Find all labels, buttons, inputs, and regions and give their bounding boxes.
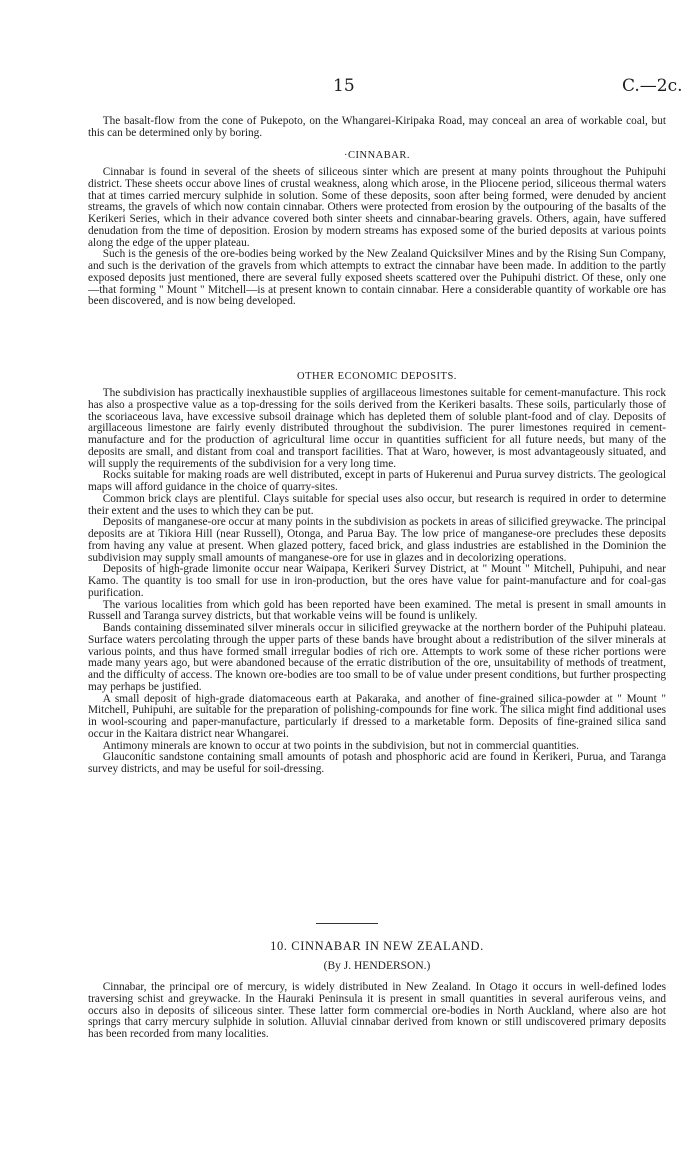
deposits-paragraph-silver: Bands containing disseminated silver minerals occur in silicified greywacke at the northern border of the Puhipuhi plateau. Surface waters percolating through the upper parts of these bands have brought about a redistribution of the silver minerals at various points, and thus have formed small irregular bodies of rich ore. Attempts to work some of these richer portions were made many years ago, but were abandoned because of the erratic distribution of the ore, unsuitability of methods of treatment, and the difficulty of access. The known ore-bodies are too small to be of value under present conditions, but further prospecting may perhaps be justified. [88, 622, 666, 693]
page-number: 15 [333, 76, 355, 96]
deposits-paragraph-limonite: Deposits of high-grade limonite occur near Waipapa, Kerikeri Survey District, at " Mount " Mitchell, Puhipuhi, and near Kamo. The quantity is too small for use in iron-production, but the ores have value for paint-manufacture and for coal-gas purification. [88, 563, 666, 599]
article-title: 10. CINNABAR IN NEW ZEALAND. [270, 939, 484, 953]
cinnabar-section [88, 167, 666, 308]
intro-paragraph: The basalt-flow from the cone of Pukepoto, on the Whangarei-Kiripaka Road, may conceal an area of workable coal, but this can be determined only by boring. [88, 115, 666, 139]
deposits-paragraph-roads: Rocks suitable for making roads are well distributed, except in parts of Hukerenui and Purua survey districts. The geological maps will afford guidance in the choice of quarry-sites. [88, 469, 666, 493]
deposits-paragraph-silica: A small deposit of high-grade diatomaceous earth at Pakaraka, and another of fine-grained silica-powder at " Mount " Mitchell, Puhipuhi, are suitable for the preparation of polishing-compounds for fine work. The silica might find additional uses in wool-scouring and paper-manufacture, particularly if dressed to a marketable form. Deposits of fine-grained silica sand occur in the Kaitara district near Whangarei. [88, 692, 666, 740]
deposits-paragraph-antimony: Antimony minerals are known to occur at two points in the subdivision, but not in commercial quantities. [102, 739, 579, 752]
section-divider [316, 923, 378, 924]
article-body [88, 982, 666, 1041]
other-deposits-heading: OTHER ECONOMIC DEPOSITS. [297, 371, 457, 382]
article-author [88, 960, 666, 972]
other-deposits-section [88, 388, 666, 776]
author-prefix: (By J. [323, 960, 352, 972]
author-name: HENDERSON.) [354, 960, 431, 972]
deposits-paragraph-glauconite: Glauconitic sandstone containing small amounts of potash and phosphoric acid are found in Kerikeri, Purua, and Taranga survey districts, and may be useful for soil-dressing. [88, 751, 666, 775]
deposits-paragraph-clays: Common brick clays are plentiful. Clays suitable for special uses also occur, but research is required in order to determine their extent and the uses to which they can be put. [88, 492, 666, 517]
document-reference: C.—2c. [622, 76, 683, 96]
intro-block [88, 116, 666, 140]
cinnabar-heading: ·CINNABAR. [344, 150, 410, 161]
article-paragraph: Cinnabar, the principal ore of mercury, is widely distributed in New Zealand. In Otago it occurs in well-defined lodes traversing schist and greywacke. In the Hauraki Peninsula it is present in small quantities in several auriferous veins, and occurs also in deposits of siliceous sinter. These latter form commercial ore-bodies in North Auckland, where also are hot springs that carry mercury sulphide in solution. Alluvial cinnabar derived from known or still undiscovered primary deposits has been recorded from many localities. [88, 981, 666, 1040]
cinnabar-paragraph-2: Such is the genesis of the ore-bodies being worked by the New Zealand Quicksilver Mines and by the Rising Sun Company, and such is the derivation of the gravels from which attempts to extract the cinnabar have been made. In addition to the partly exposed deposits just mentioned, there are several fully exposed sheets scattered over the Puhipuhi district. Of these, only one—that forming " Mount " Mitchell—is at present known to contain cinnabar. Here a considerable quantity of workable ore has been discovered, and is now being developed. [88, 248, 666, 308]
deposits-paragraph-limestone: The subdivision has practically inexhaustible supplies of argillaceous limestones suitable for cement-manufacture. This rock has also a prospective value as a top-dressing for the soils derived from the Kerikeri basalts. These soils, particularly those of the scoriaceous lava, have excessive subsoil drainage which has depleted them of soluble plant-food and of clay. Deposits of argillaceous limestone are fairly evenly distributed throughout the subdivision. The purer limestones required in cement-manufacture and for the production of agricultural lime occur in quantities sufficient for all future needs, but many of the deposits are small, and distant from coal and transport facilities. That at Waro, however, is most advantageously situated, and will supply the requirements of the subdivision for a very long time. [88, 387, 666, 470]
deposits-paragraph-gold: The various localities from which gold has been reported have been examined. The metal is present in small amounts in Russell and Taranga survey districts, but that workable veins will be found is unlikely. [88, 598, 666, 623]
cinnabar-paragraph-1: Cinnabar is found in several of the sheets of siliceous sinter which are present at many points throughout the Puhipuhi district. These sheets occur above lines of crustal weakness, along which arose, in the Pliocene period, siliceous thermal waters that at times carried mercury sulphide in solution. Some of these deposits, soon after being formed, were denuded by ancient streams, the gravels of which now contain cinnabar. Others were protected from erosion by the outpouring of the basalts of the Kerikeri Series, which in their advance covered both sinter sheets and cinnabar-bearing gravels. Others, again, have suffered denudation from the time of deposition. Erosion by modern streams has exposed some of the buried deposits at various points along the edge of the upper plateau. [88, 166, 666, 249]
deposits-paragraph-manganese: Deposits of manganese-ore occur at many points in the subdivision as pockets in areas of silicified greywacke. The principal deposits are at Tikiora Hill (near Russell), Otonga, and Parua Bay. The low price of manganese-ore precludes these deposits from having any value at present. When glazed pottery, faced brick, and glass industries are established in the Dominion the subdivision may supply small amounts of manganese-ore for use in glazes and in decolorizing operations. [88, 516, 666, 564]
